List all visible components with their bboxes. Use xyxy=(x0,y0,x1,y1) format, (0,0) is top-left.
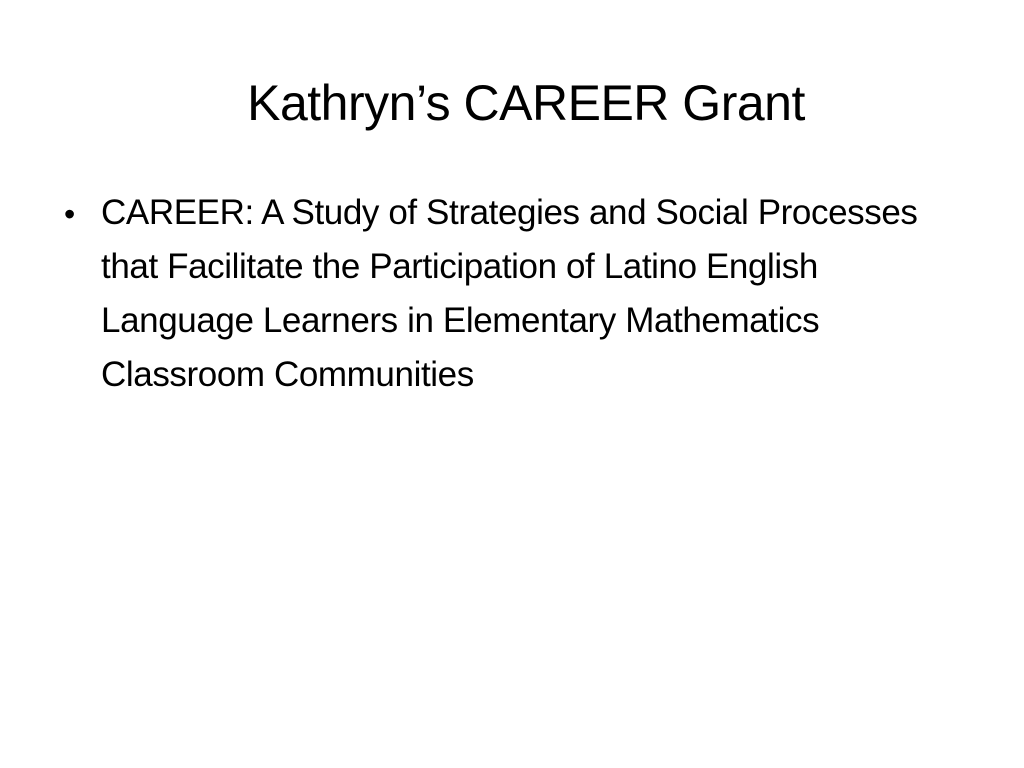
bullet-list xyxy=(60,186,960,402)
bullet-item xyxy=(60,186,960,402)
bullet-text: CAREER: A Study of Strategies and Social Processes that Facilitate the Participation of Latino English Language Learners in Elementary Mathematics Classroom Communities xyxy=(101,193,918,394)
slide-title: Kathryn’s CAREER Grant xyxy=(247,75,805,131)
bullet-icon: • xyxy=(64,196,76,232)
